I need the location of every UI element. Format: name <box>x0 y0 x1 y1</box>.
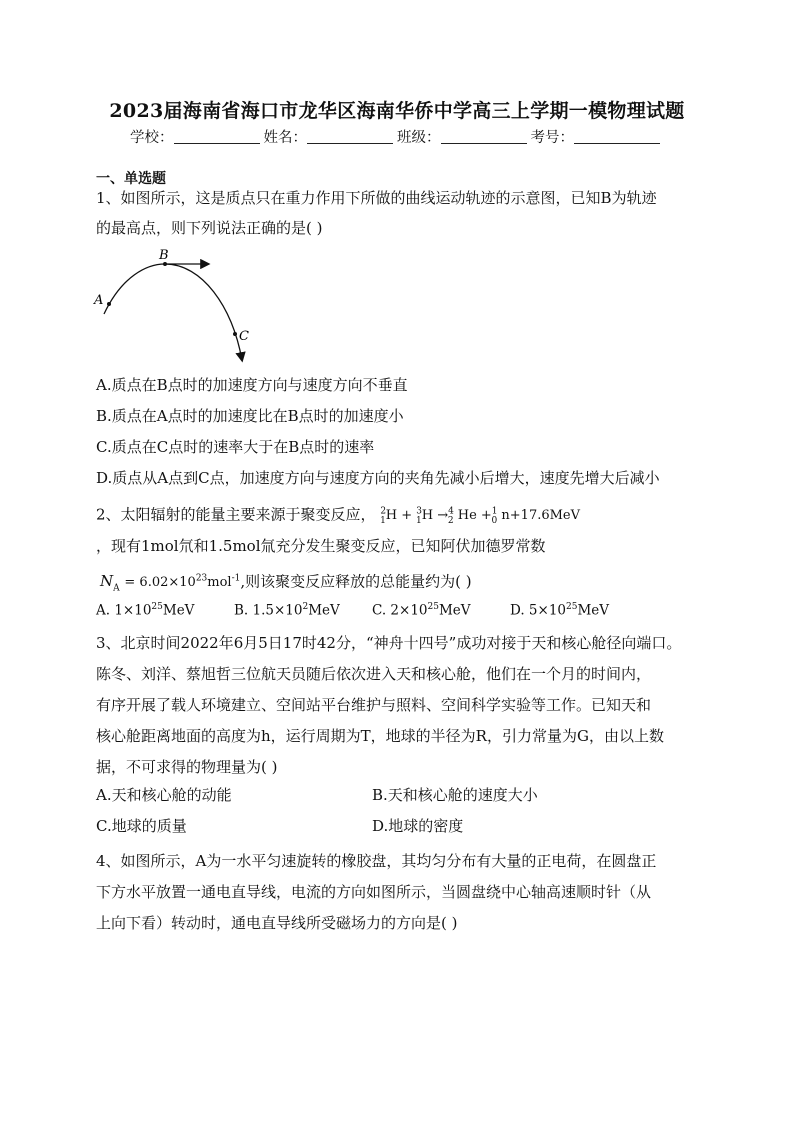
q3-option-b[interactable]: B.天和核心舱的速度大小 <box>372 786 538 804</box>
q2-stem-tail: ,则该聚变反应释放的总能量约为( ) <box>240 572 472 591</box>
q2-option-b[interactable]: B. $1.5\times 10^2MeV$ <box>234 602 340 619</box>
point-c <box>233 332 237 336</box>
q4-stem-line1: 4、如图所示，A为一水平匀速旋转的橡胶盘，其均匀分布有大量的正电荷，在圆盘正 <box>96 852 657 870</box>
q2-stem-line2: ，现有1mol氘和1.5mol氚充分发生聚变反应，已知阿伏加德罗常数 <box>96 537 546 555</box>
field-school-blank[interactable] <box>174 129 260 144</box>
field-name-blank[interactable] <box>307 129 393 144</box>
student-info-row <box>0 126 794 147</box>
q1-stem-line1: 1、如图所示，这是质点只在重力作用下所做的曲线运动轨迹的示意图，已知B为轨迹 <box>96 189 657 207</box>
q3-option-c[interactable]: C.地球的质量 <box>96 817 187 835</box>
q1-trajectory-figure <box>92 246 262 370</box>
q1-option-c[interactable]: C.质点在C点时的速率大于在B点时的速率 <box>96 438 375 456</box>
equation-tail: +17.6MeV <box>509 508 581 524</box>
label-c: C <box>239 329 249 344</box>
q3-stem-line5: 据，不可求得的物理量为( ) <box>96 758 278 776</box>
q3-stem-line1: 3、北京时间2022年6月5日17时42分，“神舟十四号”成功对接于天和核心舱径向端口。 <box>96 634 682 652</box>
q3-stem-line4: 核心舱距离地面的高度为h，运行周期为T，地球的半径为R，引力常量为G，由以上数 <box>96 727 664 745</box>
field-class-label: 班级： <box>397 130 441 146</box>
field-school-label: 学校： <box>130 130 174 146</box>
q3-option-d[interactable]: D.地球的密度 <box>372 817 464 835</box>
q3-option-a[interactable]: A.天和核心舱的动能 <box>96 786 232 804</box>
field-name-label: 姓名： <box>263 130 307 146</box>
q2-option-a[interactable]: A. $1\times 10^{25}MeV$ <box>96 602 195 619</box>
q2-stem-line3: $N_A = 6.02\times 10^{23}mol^{-1}$,则该聚变反应释放的总能量约为( ) <box>100 572 472 594</box>
q4-stem-line2: 下方水平放置一通电直导线，电流的方向如图所示，当圆盘绕中心轴高速顺时针（从 <box>96 883 652 901</box>
section-heading: 一、单选题 <box>96 171 166 187</box>
page-title: 2023届海南省海口市龙华区海南华侨中学高三上学期一模物理试题 <box>109 100 685 122</box>
q2-lead: 2、太阳辐射的能量主要来源于聚变反应， <box>96 505 376 524</box>
q2-option-d[interactable]: D. $5\times 10^{25}MeV$ <box>510 602 610 619</box>
field-id-label: 考号： <box>530 130 574 146</box>
q3-stem-line2: 陈冬、刘洋、蔡旭哲三位航天员随后依次进入天和核心舱，他们在一个月的时间内， <box>96 665 652 683</box>
q1-stem-line2: 的最高点，则下列说法正确的是( ) <box>96 219 323 237</box>
q1-option-d[interactable]: D.质点从A点到C点，加速度方向与速度方向的夹角先减小后增大，速度先增大后减小 <box>96 469 660 487</box>
q3-stem-line3: 有序开展了载人环境建立、空间站平台维护与照料、空间科学实验等工作。已知天和 <box>96 696 652 714</box>
field-class-blank[interactable] <box>441 129 527 144</box>
label-b: B <box>159 248 169 263</box>
q4-stem-line3: 上向下看）转动时，通电直导线所受磁场力的方向是( ) <box>96 914 458 932</box>
q1-option-a[interactable]: A.质点在B点时的加速度方向与速度方向不垂直 <box>96 376 408 394</box>
avogadro-value: = 6.02×10 <box>124 575 196 591</box>
q1-option-b[interactable]: B.质点在A点时的加速度比在B点时的加速度小 <box>96 407 404 425</box>
label-a: A <box>94 293 104 308</box>
fusion-equation: $^2_1$H + $^3_1$H →$^4_2$ He +$^1_0$ n+17.6MeV <box>380 507 581 526</box>
trajectory-curve <box>104 264 242 360</box>
field-id-blank[interactable] <box>574 129 660 144</box>
point-a <box>107 302 111 306</box>
q2-option-c[interactable]: C. $2\times 10^{25}MeV$ <box>372 602 471 619</box>
